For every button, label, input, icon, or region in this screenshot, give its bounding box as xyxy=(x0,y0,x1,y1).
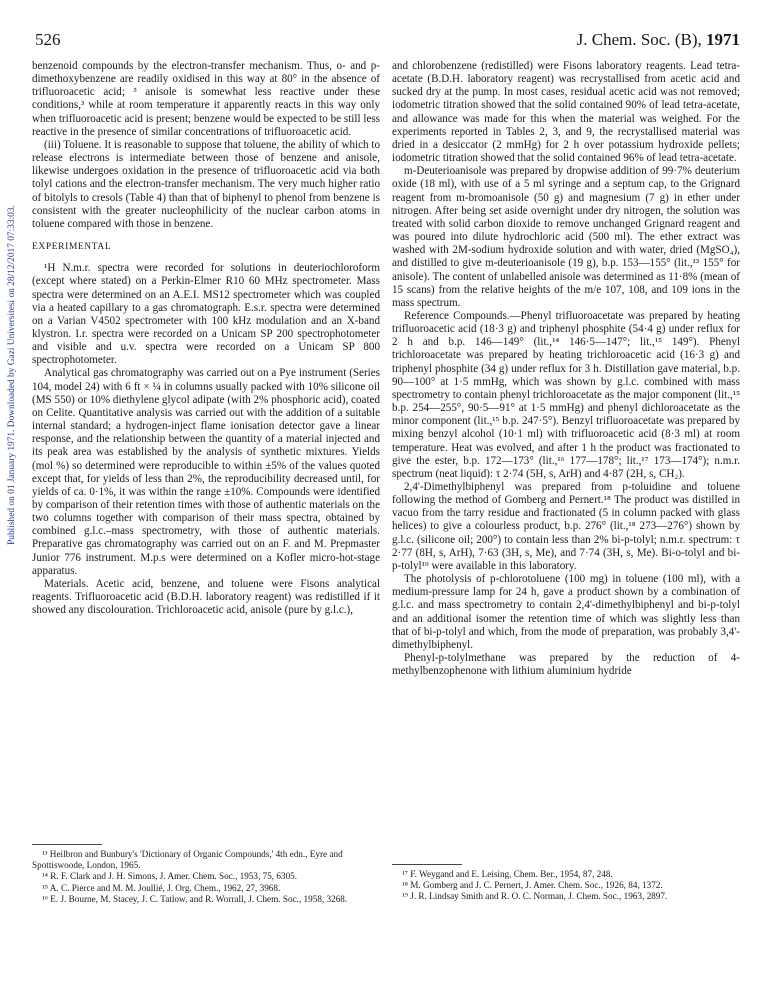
section-heading: EXPERIMENTAL xyxy=(32,242,112,253)
footnote: ¹⁸ M. Gomberg and J. C. Pernert, J. Amer. Chem. Soc., 1926, 84, 1372. xyxy=(402,880,663,891)
paragraph: Reference Compounds.—Phenyl trifluoroacetate was prepared by heating trifluoroacetic acid (18·3 g) and triphenyl phosphite (54·4 g) under reflux for 2 h and b.p. 146—149° (lit.,¹⁴ 146·5—147°; lit.,¹⁵ 149°). Phenyl trichloroacetate was prepared by heating trichloroacetic acid (16·3 g) and triphenyl phosphite (34 g) under reflux for 3 h. Distillation gave material, b.p. 90—100° at 1·5 mmHg, which was shown by g.l.c. combined with mass spectrometry to contain phenyl trichloroacetate as the major component (lit.,¹⁵ b.p. 254—255°, 90·5—91° at 1·5 mmHg) and phenyl dichloroacetate as the minor component (lit.,¹⁵ b.p. 247·5°). Benzyl trifluoroacetate was prepared by mixing benzyl alcohol (10·1 ml) with trifluoroacetic acid (8·3 ml) at room temperature. Heat was evolved, and after 1 h the product was fractionated to give the ester, b.p. 172—173° (lit.,¹⁶ 177—178°; lit.,¹⁷ 173—174°); n.m.r. spectrum (neat liquid): τ 2·74 (5H, s, ArH) and 4·87 (2H, s, CH₂). xyxy=(392,309,740,480)
paragraph: benzenoid compounds by the electron-transfer mechanism. Thus, o- and p-dimethoxybenzene are readily oxidised in this way at 80° in the absence of trifluoroacetic acid; ³ anisole is somewhat less reactive under these conditions,³ while at room temperature it apparently reacts in this way only when trifluoroacetic acid is present; benzene would be expected to be still less reactive in the presence of similar concentrations of trifluoroacetic acid. xyxy=(32,60,380,138)
footnote: ¹⁵ A. C. Pierce and M. M. Joullié, J. Org. Chem., 1962, 27, 3968. xyxy=(42,882,281,893)
paragraph: 2,4'-Dimethylbiphenyl was prepared from p-toluidine and toluene following the method of Gomberg and Pernert.¹⁸ The product was distilled in vacuo from the tarry residue and fractionated (5 in column packed with glass helices) to give a colourless product, b.p. 276° (lit.,¹⁸ 273—276°) shown by g.l.c. (silicone oil; 200°) to contain less than 2% bi-p-tolyl; n.m.r. spectrum: τ 2·77 (8H, s, ArH), 7·63 (3H, s, Me), and 7·74 (3H, s, Me). Bi-o-tolyl and bi-p-tolyl¹⁹ were available in this laboratory. xyxy=(392,481,740,572)
footnote-divider xyxy=(32,844,102,845)
paragraph: ¹H N.m.r. spectra were recorded for solutions in deuteriochloroform (except where stated) on a Perkin-Elmer R10 60 MHz spectrometer. Mass spectra were determined on an A.E.I. MS12 spectrometer which was coupled via a heated capillary to a gas chromatograph. E.s.r. spectra were determined on a Varian V4502 spectrometer with 100 kHz modulation and an X-band klystron. I.r. spectra were recorded on a Unicam SP 200 spectrophotometer and visible and u.v. spectra were recorded on a Unicam SP 800 spectrophotometer. xyxy=(32,262,380,367)
right-footnotes xyxy=(392,858,740,903)
paragraph: Analytical gas chromatography was carried out on a Pye instrument (Series 104, model 24) with 6 ft × ¼ in columns usually packed with 10% silicone oil (MS 550) or 10% diethylene glycol adipate (with 2% phosphoric acid), coated on Celite. Quantitative analysis was carried out with the addition of a suitable internal standard; a hydrogen-inject flame ionisation detector gave a linear response, and the relationship between the quantity of a material injected and its peak area was established by the analysis of synthetic mixtures. Yields (mol %) so determined were reproducible to within ±5% of the values quoted except that, for yields of less than 2%, the reproducibility decreased until, for yields of ca. 0·1%, it was within the range ±10%. Compounds were identified by comparison of their retention times with those of authentic materials on the two columns together with comparison of their mass spectra, obtained by combined g.l.c.–mass spectrometry, with those of authentic materials. Preparative gas chromatography was carried out on an F. and M. Prepmaster Junior 776 instrument. M.p.s were determined on a Kofler micro-hot-stage apparatus. xyxy=(32,367,380,577)
footnote: ¹⁷ F. Weygand and E. Leising, Chem. Ber., 1954, 87, 248. xyxy=(402,869,613,879)
right-column xyxy=(392,60,740,678)
page-header xyxy=(35,30,740,56)
journal-title xyxy=(577,30,740,50)
footnote: ¹³ Heilbron and Bunbury's 'Dictionary of Organic Compounds,' 4th edn., Eyre and Spottiswoode, London, 1965. xyxy=(32,849,343,871)
paragraph: Materials. Acetic acid, benzene, and toluene were Fisons analytical reagents. Trifluoroacetic acid (B.D.H. laboratory reagent) was redistilled if it showed any discolouration. Trichloroacetic acid, anisole (pure by g.l.c.), xyxy=(32,577,380,617)
publication-sidebar-note xyxy=(5,160,19,590)
journal-year: 1971 xyxy=(706,30,740,49)
paragraph: m-Deuterioanisole was prepared by dropwise addition of 99·7% deuterium oxide (18 ml), with use of a 5 ml syringe and a septum cap, to the Grignard reagent from m-bromoanisole (50 g) and magnesium (7 g) in ether under nitrogen. After being set aside overnight under dry nitrogen, the solution was treated with solid carbon dioxide to remove unchanged Grignard reagent and was poured into dilute hydrochloric acid (500 ml). The ether extract was washed with 2M-sodium hydroxide solution and with water, dried (MgSO₄), and distilled to give m-deuterioanisole (19 g), b.p. 153—155° (lit.,¹³ 155° for anisole). The content of unlabelled anisole was determined as 11·8% (mean of 15 scans) from the relative heights of the m/e 107, 108, and 109 ions in the mass spectrum. xyxy=(392,165,740,309)
paragraph: and chlorobenzene (redistilled) were Fisons laboratory reagents. Lead tetra-acetate (B.D.H. laboratory reagent) was recrystallised from acetic acid and sucked dry at the pump. In most cases, residual acetic acid was not removed; iodometric titration showed that the solid contained 90% of lead tetra-acetate, and allowance was made for this when the material was weighed. For the experiments reported in Tables 2, 3, and 9, the recrystallised material was dried in a desiccator (2 mmHg) for 2 h over potassium hydroxide pellets; iodometric titration showed that the solid contained 96% of lead tetra-acetate. xyxy=(392,60,740,165)
footnote: ¹⁹ J. R. Lindsay Smith and R. O. C. Norman, J. Chem. Soc., 1963, 2897. xyxy=(402,891,668,902)
paragraph: Phenyl-p-tolylmethane was prepared by the reduction of 4-methylbenzophenone with lithium aluminium hydride xyxy=(392,652,740,678)
paragraph: The photolysis of p-chlorotoluene (100 mg) in toluene (100 ml), with a medium-pressure lamp for 24 h, gave a product shown by a combination of g.l.c. and mass spectrometry to contain 2,4'-dimethylbiphenyl and bi-p-tolyl and an additional isomer the retention time of which was slightly less than that of bi-p-tolyl and which, from the mode of preparation, was probably 3,4'-dimethylbiphenyl. xyxy=(392,573,740,651)
journal-name: J. Chem. Soc. (B), xyxy=(576,30,702,49)
sidebar-note-text: Published on 01 January 1971. Downloaded by Gazi Universitesi on 28/12/2017 07:33:03. xyxy=(7,205,17,545)
footnote: ¹⁴ R. F. Clark and J. H. Simons, J. Amer. Chem. Soc., 1953, 75, 6305. xyxy=(42,871,298,882)
page-number: 526 xyxy=(35,30,61,49)
paragraph: (iii) Toluene. It is reasonable to suppose that toluene, the ability of which to release electrons is intermediate between those of benzene and anisole, likewise undergoes oxidation in the presence of trifluoroacetic acid via both tolyl cations and the electron-transfer mechanism. The very much higher ratio of bitolyls to cresols (Table 4) than that of biphenyl to phenol from benzene is consistent with the greater nucleophilicity of the nuclear carbon atoms in toluene compared with those in benzene. xyxy=(32,138,380,230)
footnote-divider xyxy=(392,864,462,865)
footnote: ¹⁶ E. J. Bourne, M. Stacey, J. C. Tatlow, and R. Worrall, J. Chem. Soc., 1958, 3268. xyxy=(42,893,348,904)
left-column xyxy=(32,60,380,617)
left-footnotes xyxy=(32,838,380,905)
